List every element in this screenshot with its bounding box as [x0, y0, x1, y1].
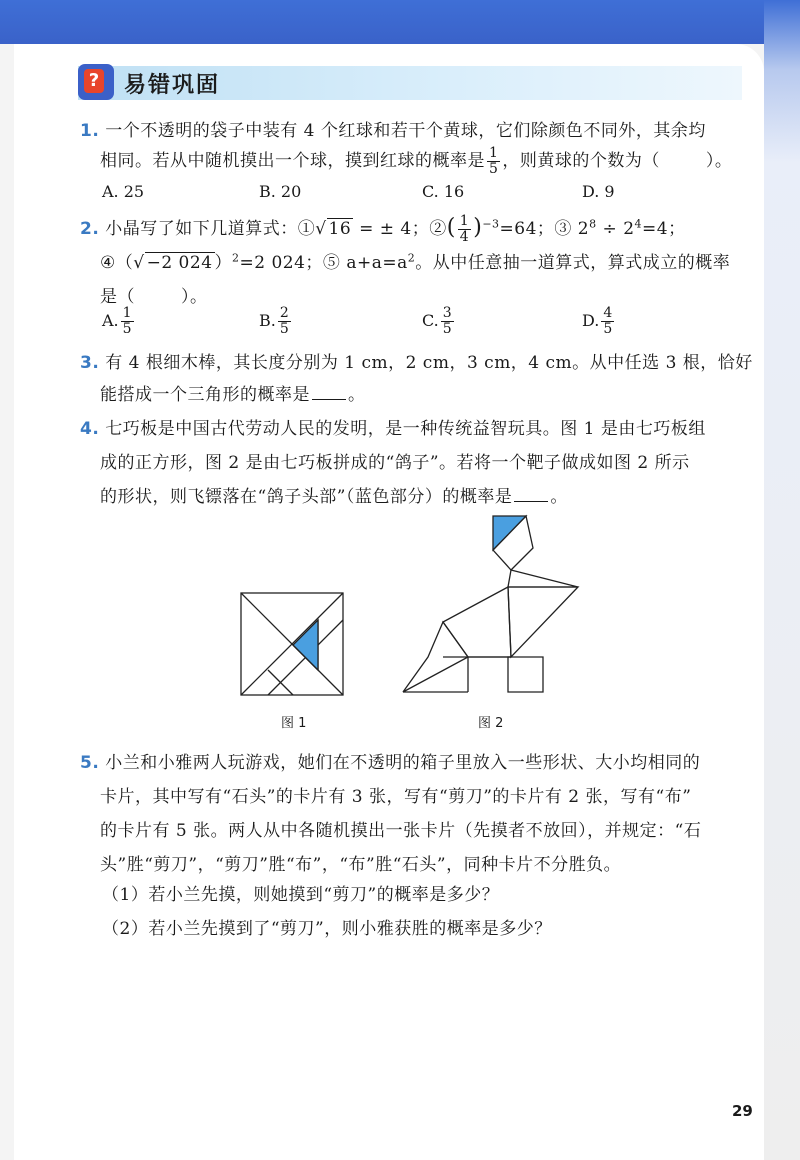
q1-number: 1. [80, 121, 100, 141]
q2-opt-c-frac [441, 306, 454, 337]
q2-text-f: ④（ [100, 253, 134, 273]
q2-exp-8: 8 [589, 217, 597, 231]
q2-number: 2. [80, 219, 100, 239]
q2-opt-d-label: D. [582, 311, 600, 330]
q2-text-i: 。从中任意抽一道算式，算式成立的概率 [415, 253, 731, 273]
q2-option-c [422, 306, 456, 337]
q5-text-2: 卡片，其中写有“石头”的卡片有 3 张，写有“剪刀”的卡片有 2 张，写有“布” [100, 787, 692, 807]
q2-sqrt-neg: −2 024 [146, 253, 213, 273]
q2-opt-c-den: 5 [442, 321, 452, 337]
q1-option-a: A. 25 [102, 182, 145, 201]
q4-line1 [80, 414, 706, 439]
badge-glyph: ? [84, 69, 104, 93]
q2-line3 [100, 282, 208, 307]
q3-text-2: 能搭成一个三角形的概率是 [100, 385, 310, 405]
q4-number: 4. [80, 419, 100, 439]
q2-text-g: ） [214, 253, 233, 273]
q2-opt-c-num: 3 [442, 305, 452, 321]
q2-option-d [582, 306, 616, 337]
q2-opt-d-frac [601, 306, 614, 337]
q1-fraction [487, 146, 500, 177]
q2-exp-neg3: −3 [482, 217, 500, 231]
q5-text-4: 头”胜“剪刀”，“剪刀”胜“布”，“布”胜“石头”，同种卡片不分胜负。 [100, 855, 622, 875]
q3-number: 3. [80, 353, 100, 373]
figure-2-caption: 图 2 [478, 716, 504, 731]
q1-text-3: ，则黄球的个数为（ [502, 151, 660, 171]
q5-number: 5. [80, 753, 100, 773]
q2-opt-b-den: 5 [279, 321, 289, 337]
q3-answer-blank[interactable] [312, 399, 346, 400]
q1-line1 [80, 116, 706, 141]
q2-opt-d-num: 4 [603, 305, 613, 321]
q2-text-b: = ± 4；② [353, 219, 447, 239]
q2-line1: 2. 小晶写了如下几道算式：①√ 16 = ± 4；②( $\frac{1}{4}$ )$^{-3}$=64；③ $2^8 \div 2^4=4$； [80, 213, 686, 245]
q3-line1 [80, 348, 753, 373]
figure-1-caption: 图 1 [281, 716, 307, 731]
q2-option-a [102, 306, 136, 337]
q4-line2 [100, 448, 690, 473]
q2-opt-d-den: 5 [603, 321, 613, 337]
q2-line2: ④（√ −2 024 ）$^2$=2 024；⑤ $a+a=a^2$。从中任意抽一道算式，算式成立的概率 [100, 251, 731, 273]
q4-text-2: 成的正方形，图 2 是由七巧板拼成的“鸽子”。若将一个靶子做成如图 2 所示 [100, 453, 690, 473]
q4-answer-blank[interactable] [514, 501, 548, 502]
q3-text-1: 有 4 根细木棒，其长度分别为 1 cm，2 cm，3 cm，4 cm。从中任选 3 根，恰好 [105, 353, 753, 373]
q2-frac-num: 1 [459, 213, 470, 229]
figure-1-blue-piece [293, 620, 318, 670]
figure-2-tangram-pigeon [398, 512, 580, 698]
q4-text-3: 的形状，则飞镖落在“鸽子头部”（蓝色部分）的概率是 [100, 487, 513, 507]
q5-subquestion-2: （2）若小兰先摸到了“剪刀”，则小雅获胜的概率是多少？ [102, 919, 552, 939]
q5-text-1: 小兰和小雅两人玩游戏，她们在不透明的箱子里放入一些形状、大小均相同的 [105, 753, 701, 773]
q1-option-d: D. 9 [582, 182, 615, 201]
figure-1-tangram-square [238, 590, 348, 700]
q1-text-2: 相同。若从中随机摸出一个球，摸到红球的概率是 [100, 151, 485, 171]
q2-opt-a-label: A. [102, 311, 119, 330]
q2-sqrt-16: 16 [328, 219, 352, 239]
q2-opt-a-den: 5 [122, 321, 132, 337]
q2-exp-2b: 2 [407, 251, 416, 265]
q2-text-h: =2 024；⑤ a+a=a [239, 253, 408, 273]
q3-text-3: 。 [348, 385, 366, 405]
q1-text-1: 一个不透明的袋子中装有 4 个红球和若干个黄球，它们除颜色不同外，其余均 [105, 121, 706, 141]
q1-text-4: ）。 [705, 151, 733, 171]
q5-subquestion-1: （1）若小兰先摸，则她摸到“剪刀”的概率是多少？ [102, 885, 500, 905]
q2-text-a: 小晶写了如下几道算式：① [105, 219, 316, 239]
q2-exp-4: 4 [634, 217, 643, 231]
q4-text-4: 。 [550, 487, 568, 507]
q1-option-c: C. 16 [422, 182, 465, 201]
q2-opt-b-label: B. [259, 311, 276, 330]
q2-text-k: ）。 [181, 287, 208, 307]
q2-opt-a-frac [121, 306, 134, 337]
q2-text-c: =64；③ 2 [499, 219, 590, 239]
q1-frac-num: 1 [489, 145, 499, 161]
q2-exp-2a: 2 [232, 251, 240, 265]
q3-line2 [100, 380, 366, 405]
q1-line2 [100, 146, 732, 177]
q2-option-b [259, 306, 293, 337]
top-color-band [0, 0, 800, 44]
q1-frac-den: 5 [489, 161, 499, 177]
q5-text-3: 的卡片有 5 张。两人从中各随机摸出一张卡片（先摸者不放回），并规定：“石 [100, 821, 702, 841]
q2-fraction [458, 214, 471, 245]
q4-line3 [100, 482, 568, 507]
q5-line2 [100, 782, 691, 807]
q5-line3 [100, 816, 701, 841]
q2-opt-b-num: 2 [279, 305, 289, 321]
q5-line1 [80, 748, 700, 773]
q5-line4 [100, 850, 621, 875]
q2-opt-a-num: 1 [122, 305, 132, 321]
right-color-band [764, 0, 800, 1160]
section-title: 易错巩固 [124, 73, 221, 98]
page-paper [14, 44, 764, 1160]
page-number: 29 [732, 1102, 753, 1120]
q2-text-j: 是（ [100, 287, 135, 307]
q1-option-b: B. 20 [259, 182, 302, 201]
pigeon-head-blue [493, 516, 526, 550]
q2-text-e: =4； [642, 219, 686, 239]
q2-text-d: ÷ 2 [596, 219, 635, 239]
q2-frac-den: 4 [459, 229, 470, 245]
q2-opt-b-frac [278, 306, 291, 337]
question-badge-icon [78, 64, 114, 100]
q4-text-1: 七巧板是中国古代劳动人民的发明，是一种传统益智玩具。图 1 是由七巧板组 [105, 419, 706, 439]
q2-opt-c-label: C. [422, 311, 439, 330]
